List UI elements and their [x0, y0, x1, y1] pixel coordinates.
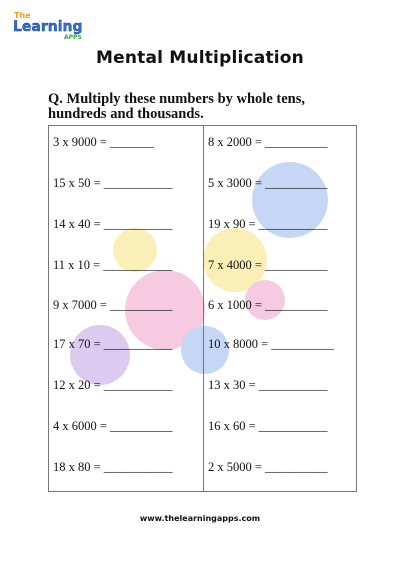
- problem-item: 2 x 5000 = __________: [208, 460, 328, 474]
- logo-line1: The: [14, 11, 31, 20]
- problem-item: 7 x 4000 = __________: [208, 258, 328, 272]
- footer-url: www.thelearningapps.com: [139, 514, 261, 523]
- problem-item: 13 x 30 = ___________: [208, 378, 328, 392]
- problem-item: 11 x 10 = ___________: [53, 258, 173, 272]
- problem-item: 18 x 80 = ___________: [53, 460, 173, 474]
- problem-item: 16 x 60 = ___________: [208, 419, 328, 433]
- page-title: Mental Multiplication: [95, 48, 304, 68]
- problem-item: 5 x 3000 = __________: [208, 176, 328, 190]
- problem-item: 10 x 8000 = __________: [208, 337, 334, 351]
- problem-item: 8 x 2000 = __________: [208, 135, 328, 149]
- logo-line2: Learning: [13, 19, 83, 35]
- logo: [12, 9, 94, 41]
- problem-item: 17 x 70 = ___________: [53, 337, 173, 351]
- logo-line3: APPS: [64, 34, 82, 41]
- problem-grid: [48, 125, 357, 492]
- problem-item: 4 x 6000 = __________: [53, 419, 173, 433]
- problem-item: 19 x 90 = ___________: [208, 217, 328, 231]
- problem-item: 14 x 40 = ___________: [53, 217, 173, 231]
- problem-item: 3 x 9000 = _______: [53, 135, 154, 149]
- problem-item: 15 x 50 = ___________: [53, 176, 173, 190]
- column-divider: [203, 126, 204, 491]
- problem-item: 6 x 1000 = __________: [208, 298, 328, 312]
- problem-item: 9 x 7000 = __________: [53, 298, 173, 312]
- question-text: Q. Multiply these numbers by whole tens, hundreds and thousands.: [48, 91, 305, 122]
- logo-graphic: [12, 9, 94, 41]
- problem-item: 12 x 20 = ___________: [53, 378, 173, 392]
